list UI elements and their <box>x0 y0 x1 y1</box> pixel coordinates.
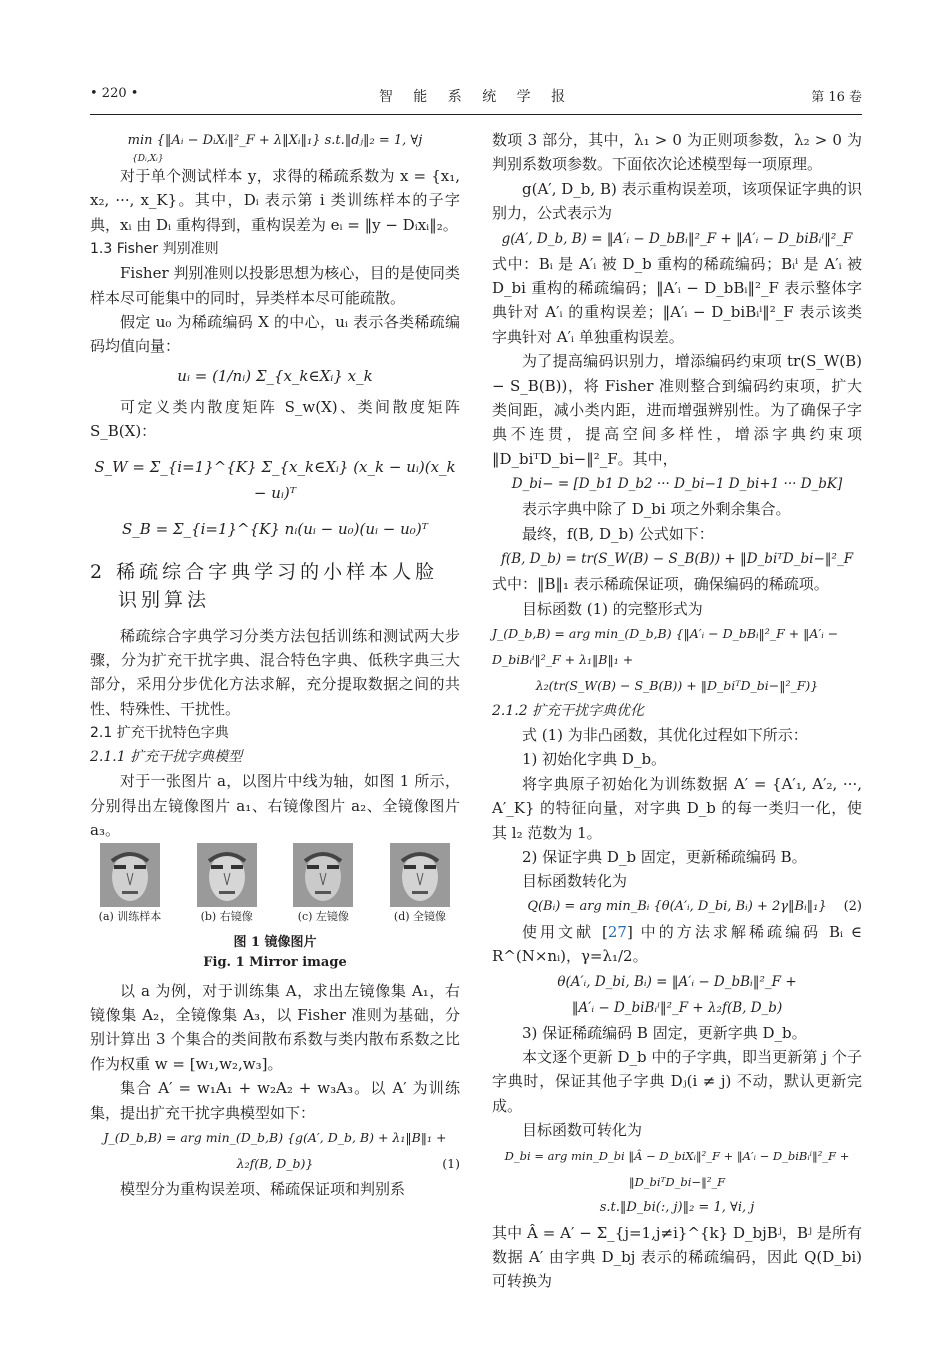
paragraph-nonconvex: 式 (1) 为非凸函数，其优化过程如下所示： <box>522 725 808 744</box>
figure-title-cn: 图 1 镜像图片 <box>233 934 317 950</box>
equation-theta-line2: ‖A′ᵢ − D_biBᵢⁱ‖²_F + λ₂f(B, D_b) <box>571 999 783 1016</box>
equation-theta-line1: θ(A′ᵢ, D_bi, Bᵢ) = ‖A′ᵢ − D_bBᵢ‖²_F + <box>557 973 797 990</box>
equation-min-reconstruction <box>90 128 460 154</box>
equation-constraint: s.t.‖D_bi(:, j)‖₂ = 1, ∀i, j <box>599 1199 755 1215</box>
paragraph-a-hat: 其中 Â = A′ − Σ_{j=1,j≠i}^{k} D_bjBʲ，Bʲ 是所有数据 A′ 由字典 D_bj 表示的稀疏编码，因此 Q(D_bi) 可转换为 <box>492 1223 862 1291</box>
equation-mean-vector: uᵢ = (1/nᵢ) Σ_{x_k∈Xᵢ} x_k <box>177 366 373 385</box>
figure-panel-a <box>92 843 168 927</box>
figure-1 <box>90 843 460 927</box>
equation-subscript: {Dᵢ,Xᵢ} <box>132 154 164 164</box>
section-heading-2-1-1: 2.1.1 扩充干扰字典模型 <box>90 749 243 766</box>
section-heading-1-3: 1.3 Fisher 判别准则 <box>90 241 219 258</box>
equation-full-line2: λ₂(tr(S_W(B) − S_B(B)) + ‖D_biᵀD_bi−‖²_F)} <box>535 677 819 693</box>
paragraph-g-explain: 式中：Bᵢ 是 A′ᵢ 被 D_b 重构的稀疏编码；Bᵢⁱ 是 A′ᵢ 被 D_bi 重构的稀疏编码；‖A′ᵢ − D_bBᵢ‖²_F 表示整体字典针对 A′ᵢ 的重构误差；‖A′ᵢ − D_biBᵢⁱ‖²_F 表示该类字典针对 A′ᵢ 单独重构误差。 <box>492 254 862 346</box>
figure-panel-d <box>382 843 458 927</box>
equation-2-number: (2) <box>843 898 862 914</box>
face-image <box>293 843 353 907</box>
figure-panel-c <box>285 843 361 927</box>
paragraph-scatter: 可定义类内散度矩阵 S_w(X)、类间散度矩阵 S_B(X)： <box>90 397 460 441</box>
paragraph-overview: 稀疏综合字典学习分类方法包括训练和测试两大步骤，分为扩充干扰字典、混合特色字典、低秩字典三大部分，采用分步优化方法求解，充分提取数据之间的共性、特殊性、干扰性。 <box>90 626 460 718</box>
face-image <box>197 843 257 907</box>
equation-g: g(A′, D_b, B) = ‖A′ᵢ − D_bBᵢ‖²_F + ‖A′ᵢ − D_biBᵢⁱ‖²_F <box>501 230 853 247</box>
equation-f: f(B, D_b) = tr(S_W(B) − S_B(B)) + ‖D_biᵀD_bi−‖²_F <box>500 551 854 568</box>
equation-1-number: (1) <box>442 1155 460 1171</box>
caption-c: (c) 左镜像 <box>297 909 349 923</box>
volume-label: 第 16 卷 <box>811 90 862 105</box>
paragraph-update: 本文逐个更新 D_b 中的子字典，即当更新第 j 个子字典时，保证其他子字典 Dⱼ(i ≠ j) 不动，默认更新完成。 <box>492 1047 862 1115</box>
equation-sw: S_W = Σ_{i=1}^{K} Σ_{x_k∈Xᵢ} (x_k − uᵢ)(x_k − uᵢ)ᵀ <box>94 457 456 502</box>
page-header <box>90 86 862 108</box>
paragraph-weights: 以 a 为例，对于训练集 A，求出左镜像集 A₁，右镜像集 A₂，全镜像集 A₃，以 Fisher 准则为基础，分别计算出 3 个集合的类间散布系数与类内散布系数之比作为权重 w = [w₁,w₂,w₃]。 <box>90 981 460 1073</box>
paragraph-remaining: 表示字典中除了 D_bi 项之外剩余集合。 <box>522 500 791 519</box>
paragraph-fisher: Fisher 判别准则以投影思想为核心，目的是使同类样本尽可能集中的同时，异类样本尽可能疏散。 <box>90 264 460 307</box>
face-image <box>100 843 160 907</box>
header-rule <box>90 114 862 115</box>
paragraph-sparse-term: 式中：‖B‖₁ 表示稀疏保证项，确保编码的稀疏项。 <box>492 575 829 594</box>
equation-dbi-update: D_bi = arg min_D_bi ‖Â − D_biXᵢ‖²_F + ‖A′ᵢ − D_biBᵢⁱ‖²_F + ‖D_biᵀD_bi−‖²_F <box>504 1148 850 1189</box>
paragraph-transform: 目标函数转化为 <box>522 872 628 891</box>
paragraph-final: 最终，f(B, D_b) 公式如下： <box>522 524 714 543</box>
paragraph-center: 假定 u₀ 为稀疏编码 X 的中心，uᵢ 表示各类稀疏编码均值向量： <box>90 313 460 356</box>
equation-full-line1: J_(D_b,B) = arg min_(D_b,B) {‖A′ᵢ − D_bBᵢ‖²_F + ‖A′ᵢ − D_biBᵢⁱ‖²_F + λ₁‖B‖₁ + <box>492 625 839 667</box>
paragraph-mirror: 对于一张图片 a，以图片中线为轴，如图 1 所示，分别得出左镜像图片 a₁、右镜像图片 a₂、全镜像图片 a₃。 <box>90 772 460 840</box>
step-3: 3) 保证稀疏编码 B 固定，更新字典 D_b。 <box>522 1023 807 1042</box>
caption-a: (a) 训练样本 <box>98 909 162 923</box>
figure-title-en: Fig. 1 Mirror image <box>203 954 347 970</box>
figure-panel-b <box>189 843 265 927</box>
equation-text: min {‖Aᵢ − DᵢXᵢ‖²_F + λ‖Xᵢ‖₁} s.t.‖dⱼ‖₂ = 1, ∀j <box>127 133 423 148</box>
caption-d: (d) 全镜像 <box>393 909 447 923</box>
paragraph-objective: 目标函数可转化为 <box>522 1121 643 1140</box>
paragraph-model: 集合 A′ = w₁A₁ + w₂A₂ + w₃A₃。以 A′ 为训练集，提出扩充干扰字典模型如下： <box>90 1079 460 1122</box>
step-2: 2) 保证字典 D_b 固定，更新稀疏编码 B。 <box>522 847 807 866</box>
right-column <box>492 128 862 1294</box>
left-column <box>90 128 460 1201</box>
section-heading-2-1-2: 2.1.2 扩充干扰字典优化 <box>492 702 645 719</box>
equation-2-text: Q(Bᵢ) = arg min_Bᵢ {θ(A′ᵢ, D_bi, Bᵢ) + 2γ‖Bᵢ‖₁} <box>527 898 827 914</box>
paragraph-method-a: 使用文献 [ <box>522 922 608 941</box>
equation-1-text: J_(D_b,B) = arg min_(D_b,B) {g(A′, D_b, B) + λ₁‖B‖₁ + λ₂f(B, D_b)} <box>103 1129 447 1171</box>
paragraph-params: 数项 3 部分，其中，λ₁ > 0 为正则项参数，λ₂ > 0 为判别系数项参数。下面依次论述模型每一项原理。 <box>492 131 862 174</box>
paragraph-constraint: 为了提高编码识别力，增添编码约束项 tr(S_W(B) − S_B(B))，将 Fisher 准则整合到编码约束项，扩大类间距，减小类内距，进而增强辨别性。为了确保子字典不连贯，提高空间多样性，增添字典约束项 ‖D_biᵀD_bi−‖²_F。其中， <box>492 352 862 468</box>
paragraph-test-sample: 对于单个测试样本 y，求得的稀疏系数为 x = {x₁, x₂, ···, x_K}。其中，Dᵢ 表示第 i 类训练样本的子字典，xᵢ 由 Dᵢ 重构得到，重构误差为 eᵢ = ‖y − Dᵢxᵢ‖₂。 <box>90 167 460 234</box>
paragraph-method <box>492 920 862 969</box>
paragraph-init: 将字典原子初始化为训练数据 A′ = {A′₁, A′₂, ···, A′_K} 的特征向量，对字典 D_b 的每一类归一化，使其 l₂ 范数为 1。 <box>492 774 862 842</box>
equation-2 <box>492 894 862 920</box>
paragraph-model-parts: 模型分为重构误差项、稀疏保证项和判别系 <box>120 1179 406 1198</box>
paragraph-g-term: g(A′, D_b, B) 表示重构误差项，该项保证字典的识别力，公式表示为 <box>492 179 862 223</box>
paragraph-method-b: ] 中的方法求解稀疏编码 Bᵢ ∈ R^(N×nᵢ)，γ=λ₁/2。 <box>492 922 862 966</box>
caption-b: (b) 右镜像 <box>200 909 253 923</box>
section-heading-2-1: 2.1 扩充干扰特色字典 <box>90 725 229 742</box>
page-number: • 220 • <box>90 86 139 101</box>
face-image <box>390 843 450 907</box>
citation-link[interactable]: 27 <box>607 922 627 941</box>
equation-sb: S_B = Σ_{i=1}^{K} nᵢ(uᵢ − u₀)(uᵢ − u₀)ᵀ <box>122 519 428 538</box>
journal-title: 智 能 系 统 学 报 <box>378 89 574 105</box>
equation-dbi-minus: D_bi− = [D_b1 D_b2 ··· D_bi−1 D_bi+1 ··· D_bK] <box>511 476 843 493</box>
equation-1 <box>90 1125 460 1177</box>
paragraph-full-form: 目标函数 (1) 的完整形式为 <box>522 599 703 618</box>
step-1: 1) 初始化字典 D_b。 <box>522 750 667 769</box>
section-heading-2: 2 稀疏综合字典学习的小样本人脸识别算法 <box>90 560 439 611</box>
